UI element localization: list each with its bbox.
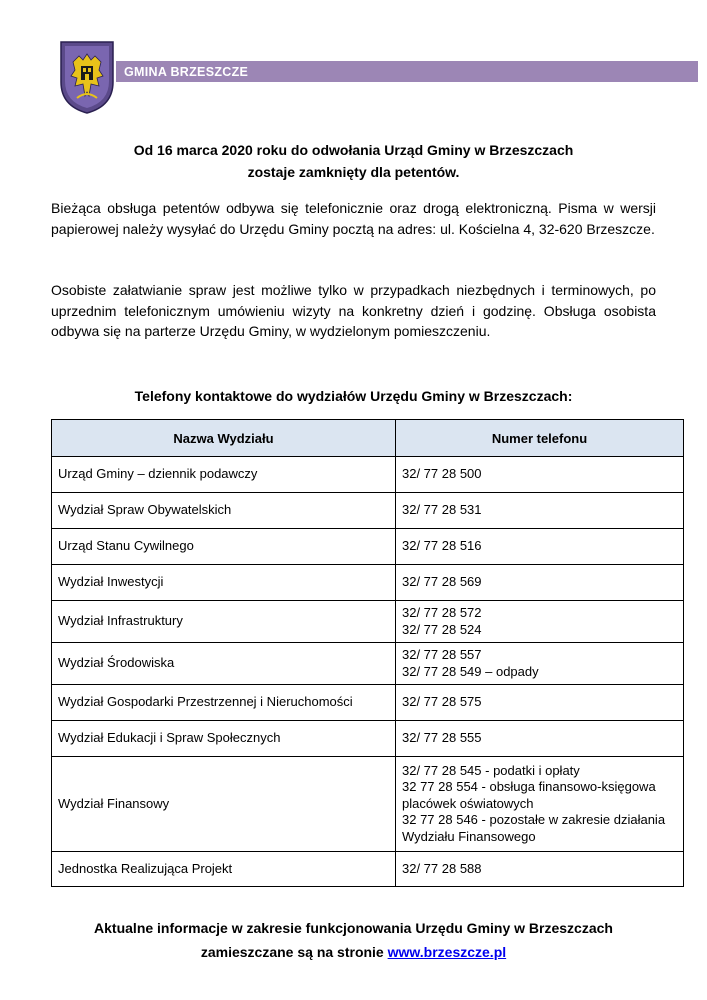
department-cell: Wydział Inwestycji bbox=[52, 565, 396, 601]
table-header-row bbox=[52, 420, 684, 457]
banner-title: GMINA BRZESZCZE bbox=[124, 64, 249, 79]
paragraph-personal-service: Osobiste załatwianie spraw jest możliwe tylko w przypadkach niezbędnych i terminowych, po uprzednim telefonicznym umówieniu wizyty na konkretny dzień i godzinę. Obsługa osobista odbywa się na parterze Urzędu Gminy, w wydzielonym pomieszczeniu. bbox=[51, 282, 656, 339]
notice-line-1: Od 16 marca 2020 roku do odwołania Urząd Gminy w Brzeszczach bbox=[133, 142, 574, 158]
table-row bbox=[52, 529, 684, 565]
phone-number: 32/ 77 28 500 bbox=[402, 466, 482, 482]
header-banner bbox=[116, 61, 698, 82]
phone-cell bbox=[396, 643, 684, 685]
table-title: Telefony kontaktowe do wydziałów Urzędu Gminy w Brzeszczach: bbox=[134, 388, 573, 404]
contacts-table-wrap bbox=[51, 419, 683, 887]
phone-cell bbox=[396, 565, 684, 601]
notice-line-2: zostaje zamknięty dla petentów. bbox=[247, 164, 460, 180]
phone-cell bbox=[396, 757, 684, 852]
phone-cell bbox=[396, 601, 684, 643]
footer-line-2 bbox=[0, 941, 707, 963]
table-row bbox=[52, 565, 684, 601]
phone-number: 32/ 77 28 557 bbox=[402, 647, 482, 662]
table-row bbox=[52, 601, 684, 643]
department-cell: Wydział Gospodarki Przestrzennej i Nieruchomości bbox=[52, 685, 396, 721]
phone-number: 32/ 77 28 575 bbox=[402, 694, 482, 710]
paragraph-electronic-service: Bieżąca obsługa petentów odbywa się telefonicznie oraz drogą elektroniczną. Pisma w wersji papierowej należy wysyłać do Urzędu Gminy pocztą na adres: ul. Kościelna 4, 32-620 Brzeszcze. bbox=[51, 200, 656, 237]
phone-number: 32/ 77 28 549 – odpady bbox=[402, 663, 539, 679]
footer-line-1: Aktualne informacje w zakresie funkcjonowania Urzędu Gminy w Brzeszczach bbox=[94, 920, 613, 936]
phone-number: 32/ 77 28 516 bbox=[402, 538, 482, 554]
table-row bbox=[52, 757, 684, 852]
phone-number: 32/ 77 28 531 bbox=[402, 502, 482, 518]
table-row bbox=[52, 852, 684, 887]
column-header-department: Nazwa Wydziału bbox=[52, 420, 396, 457]
table-row bbox=[52, 721, 684, 757]
phone-number: 32/ 77 28 572 bbox=[402, 605, 482, 620]
coat-of-arms-icon bbox=[59, 40, 115, 115]
department-cell: Wydział Edukacji i Spraw Społecznych bbox=[52, 721, 396, 757]
department-cell: Wydział Spraw Obywatelskich bbox=[52, 493, 396, 529]
table-row bbox=[52, 493, 684, 529]
footer-prefix: zamieszczane są na stronie bbox=[200, 944, 384, 960]
department-cell: Wydział Środowiska bbox=[52, 643, 396, 685]
phone-cell bbox=[396, 852, 684, 887]
department-cell: Wydział Finansowy bbox=[52, 757, 396, 852]
phone-number: 32/ 77 28 545 - podatki i opłaty bbox=[402, 762, 580, 778]
phone-number: 32/ 77 28 588 bbox=[402, 860, 482, 876]
phone-number: 32 77 28 554 - obsługa finansowo-księgowa placówek oświatowych bbox=[402, 779, 656, 811]
phone-cell bbox=[396, 529, 684, 565]
department-cell: Wydział Infrastruktury bbox=[52, 601, 396, 643]
phone-number: 32/ 77 28 555 bbox=[402, 730, 482, 746]
phone-cell bbox=[396, 493, 684, 529]
phone-number: 32/ 77 28 524 bbox=[402, 621, 482, 637]
table-row bbox=[52, 457, 684, 493]
website-link[interactable]: www.brzeszcze.pl bbox=[387, 944, 507, 960]
phone-number: 32 77 28 546 - pozostałe w zakresie działania Wydziału Finansowego bbox=[402, 812, 666, 844]
table-row bbox=[52, 685, 684, 721]
phone-cell bbox=[396, 685, 684, 721]
page-header bbox=[0, 0, 707, 125]
table-row bbox=[52, 643, 684, 685]
column-header-phone: Numer telefonu bbox=[396, 420, 684, 457]
phone-number: 32/ 77 28 569 bbox=[402, 574, 482, 590]
contacts-table bbox=[51, 419, 684, 887]
phone-cell bbox=[396, 457, 684, 493]
phone-cell bbox=[396, 721, 684, 757]
department-cell: Urząd Gminy – dziennik podawczy bbox=[52, 457, 396, 493]
department-cell: Jednostka Realizująca Projekt bbox=[52, 852, 396, 887]
department-cell: Urząd Stanu Cywilnego bbox=[52, 529, 396, 565]
